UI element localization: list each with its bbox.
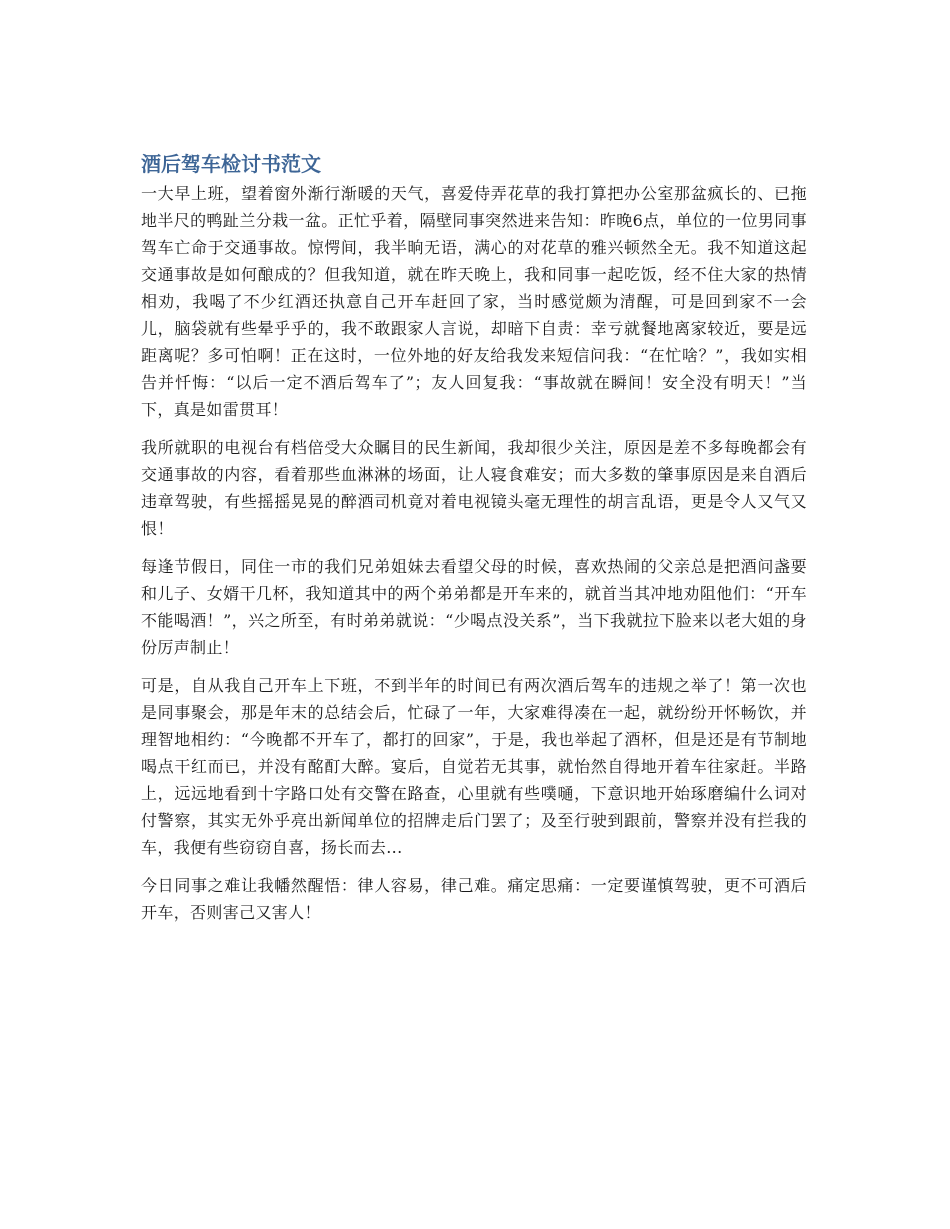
paragraph-5: 今日同事之难让我幡然醒悟：律人容易，律己难。痛定思痛：一定要谨慎驾驶，更不可酒后开车，否则害己又害人！ xyxy=(141,876,807,922)
paragraph-2: 我所就职的电视台有档倍受大众瞩目的民生新闻，我却很少关注，原因是差不多每晚都会有交通事故的内容，看着那些血淋淋的场面，让人寝食难安；而大多数的肇事原因是来自酒后违章驾驶，有些摇摇晃晃的醉酒司机竟对着电视镜头毫无理性的胡言乱语，更是令人又气又恨！ xyxy=(141,438,807,538)
paragraph-1: 一大早上班，望着窗外渐行渐暖的天气，喜爱侍弄花草的我打算把办公室那盆疯长的、已拖地半尺的鸭趾兰分栽一盆。正忙乎着，隔壁同事突然进来告知：昨晚6点，单位的一位男同事驾车亡命于交通事故。惊愕间，我半晌无语，满心的对花草的雅兴顿然全无。我不知道这起交通事故是如何酿成的？但我知道，就在昨天晚上，我和同事一起吃饭，经不住大家的热情相劝，我喝了不少红酒还执意自己开车赶回了家，当时感觉颇为清醒，可是回到家不一会儿，脑袋就有些晕乎乎的，我不敢跟家人言说，却暗下自责：幸亏就餐地离家较近，要是远距离呢？多可怕啊！正在这时，一位外地的好友给我发来短信问我：“在忙啥？”，我如实相告并忏悔：“以后一定不酒后驾车了”；友人回复我：“事故就在瞬间！安全没有明天！”当下，真是如雷贯耳！ xyxy=(141,184,807,419)
paragraph-4: 可是，自从我自己开车上下班，不到半年的时间已有两次酒后驾车的违规之举了！第一次也是同事聚会，那是年末的总结会后，忙碌了一年，大家难得凑在一起，就纷纷开怀畅饮，并理智地相约：“今晚都不开车了，都打的回家”，于是，我也举起了酒杯，但是还是有节制地喝点干红而已，并没有酩酊大醉。宴后，自觉若无其事，就怡然自得地开着车往家赶。半路上，远远地看到十字路口处有交警在路查，心里就有些噗嗵，下意识地开始琢磨编什么词对付警察，其实无外乎亮出新闻单位的招牌走后门罢了；及至行驶到跟前，警察并没有拦我的车，我便有些窃窃自喜，扬长而去... xyxy=(141,676,807,857)
paragraph-3: 每逢节假日，同住一市的我们兄弟姐妹去看望父母的时候，喜欢热闹的父亲总是把酒问盏要和儿子、女婿干几杯，我知道其中的两个弟弟都是开车来的，就首当其冲地劝阻他们：“开车不能喝酒！”，兴之所至，有时弟弟就说：“少喝点没关系”，当下我就拉下脸来以老大姐的身份厉声制止！ xyxy=(141,557,807,657)
document-title: 酒后驾车检讨书范文 xyxy=(141,152,321,176)
document-body xyxy=(141,150,807,937)
